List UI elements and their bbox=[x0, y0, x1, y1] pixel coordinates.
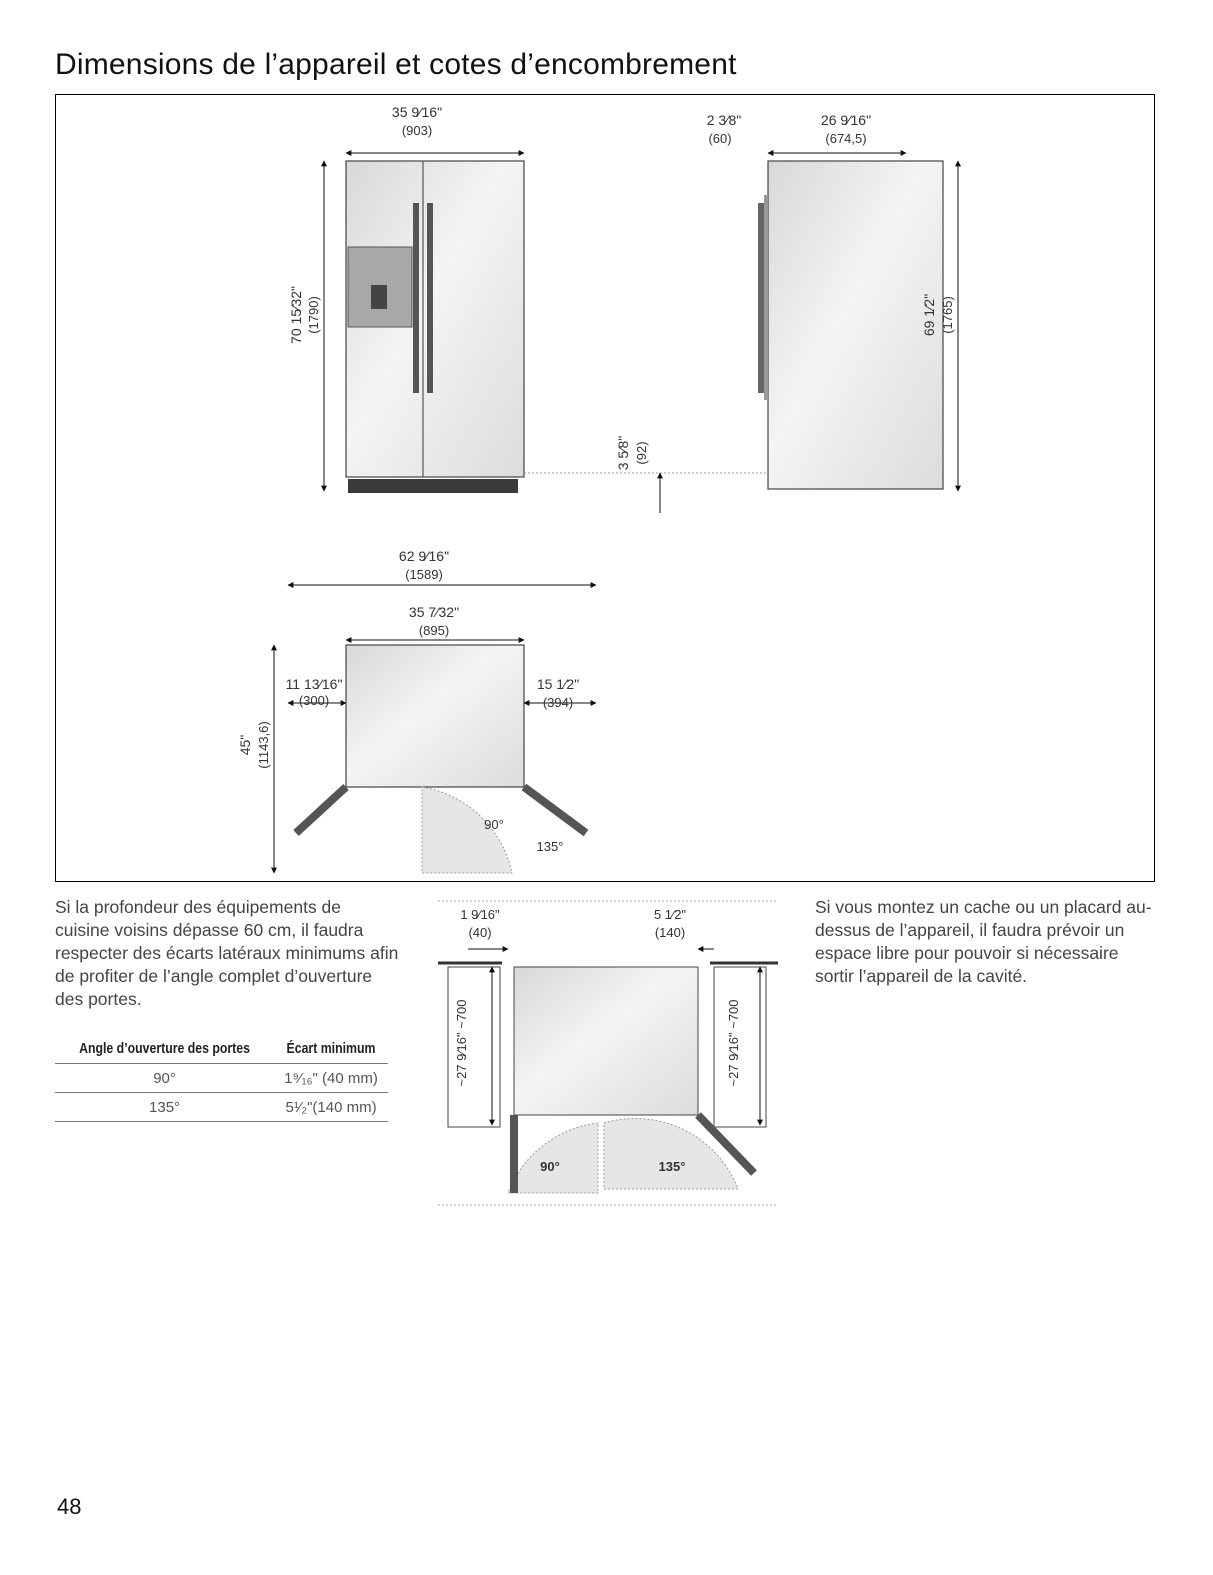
side-handle bbox=[758, 203, 764, 393]
inset-gap-left-in: 1 9⁄16" bbox=[460, 907, 500, 922]
top-angle-90: 90° bbox=[484, 817, 504, 832]
side-handle-mm: (60) bbox=[708, 131, 732, 146]
left-door-open bbox=[296, 787, 346, 833]
table-row bbox=[55, 1064, 388, 1093]
inset-gap-left-mm: (40) bbox=[468, 925, 492, 940]
top-body-mm: (895) bbox=[418, 623, 450, 638]
row-gap: 5¹⁄₂"(140 mm) bbox=[274, 1093, 388, 1122]
top-left-mm: (300) bbox=[298, 693, 330, 708]
fridge-side-body bbox=[768, 161, 943, 489]
installation-inset bbox=[438, 893, 778, 1211]
top-depth-in: 45" bbox=[237, 734, 253, 756]
table-row bbox=[55, 1093, 388, 1122]
row-gap: 1⁹⁄₁₆" (40 mm) bbox=[274, 1064, 388, 1093]
dimension-drawing bbox=[56, 95, 1156, 883]
inset-swing-right bbox=[604, 1118, 738, 1189]
inset-swing-left bbox=[508, 1123, 598, 1193]
dimension-figure bbox=[55, 94, 1155, 882]
top-depth-mm: (1143,6) bbox=[256, 721, 271, 769]
inset-gap-right-mm: (140) bbox=[654, 925, 686, 940]
side-height-mm: (1765) bbox=[940, 296, 955, 334]
side-depth-mm: (674,5) bbox=[825, 131, 867, 146]
top-body-in: 35 7⁄32" bbox=[408, 604, 460, 620]
front-height-mm: (1790) bbox=[306, 296, 321, 334]
row-angle: 135° bbox=[55, 1093, 274, 1122]
page-title: Dimensions de l’appareil et cotes d’encombrement bbox=[55, 48, 737, 81]
clearance-in: 3 5⁄8" bbox=[615, 435, 631, 471]
inset-angle-90: 90° bbox=[540, 1159, 560, 1174]
left-handle bbox=[413, 203, 419, 393]
fridge-inset-body bbox=[514, 967, 698, 1115]
row-angle: 90° bbox=[55, 1064, 274, 1093]
front-width-mm: (903) bbox=[401, 123, 433, 138]
front-view bbox=[288, 104, 524, 493]
top-right-mm: (394) bbox=[542, 695, 574, 710]
page-number: 48 bbox=[57, 1494, 82, 1519]
top-right-in: 15 1⁄2" bbox=[536, 676, 580, 692]
fridge-base bbox=[348, 479, 518, 493]
clearance-mm: (92) bbox=[634, 441, 649, 465]
right-handle bbox=[427, 203, 433, 393]
front-width-in: 35 9⁄16" bbox=[391, 104, 443, 120]
fridge-top-body bbox=[346, 645, 524, 787]
top-view bbox=[237, 548, 596, 873]
top-total-mm: (1589) bbox=[405, 567, 443, 582]
top-left-in: 11 13⁄16" bbox=[285, 676, 343, 692]
side-handle-in: 2 3⁄8" bbox=[706, 112, 742, 128]
inset-depth-left: ~27 9⁄16" ~700 bbox=[454, 999, 469, 1087]
header-angle: Angle d’ouverture des portes bbox=[79, 1040, 250, 1057]
top-total-in: 62 9⁄16" bbox=[398, 548, 450, 564]
top-angle-135: 135° bbox=[536, 839, 564, 854]
inset-gap-right-in: 5 1⁄2" bbox=[653, 907, 687, 922]
inset-angle-135: 135° bbox=[658, 1159, 686, 1174]
side-height-in: 69 1⁄2" bbox=[921, 293, 937, 337]
inset-depth-right: ~27 9⁄16" ~700 bbox=[726, 999, 741, 1087]
right-paragraph: Si vous montez un cache ou un placard au-dessus de l’appareil, il faudra prévoir un espace libre pour pouvoir si nécessaire sortir l’appareil de la cavité. bbox=[815, 897, 1152, 986]
side-depth-in: 26 9⁄16" bbox=[820, 112, 872, 128]
right-door-open bbox=[524, 787, 586, 833]
front-height-in: 70 15⁄32" bbox=[288, 286, 304, 344]
side-view bbox=[524, 112, 958, 513]
header-gap: Écart minimum bbox=[286, 1040, 376, 1057]
left-paragraph: Si la profondeur des équipements de cuisine voisins dépasse 60 cm, il faudra respecter des écarts latéraux minimums afin de profiter de l’angle complet d’ouverture des portes. bbox=[55, 897, 399, 1009]
gap-table bbox=[55, 1040, 388, 1122]
